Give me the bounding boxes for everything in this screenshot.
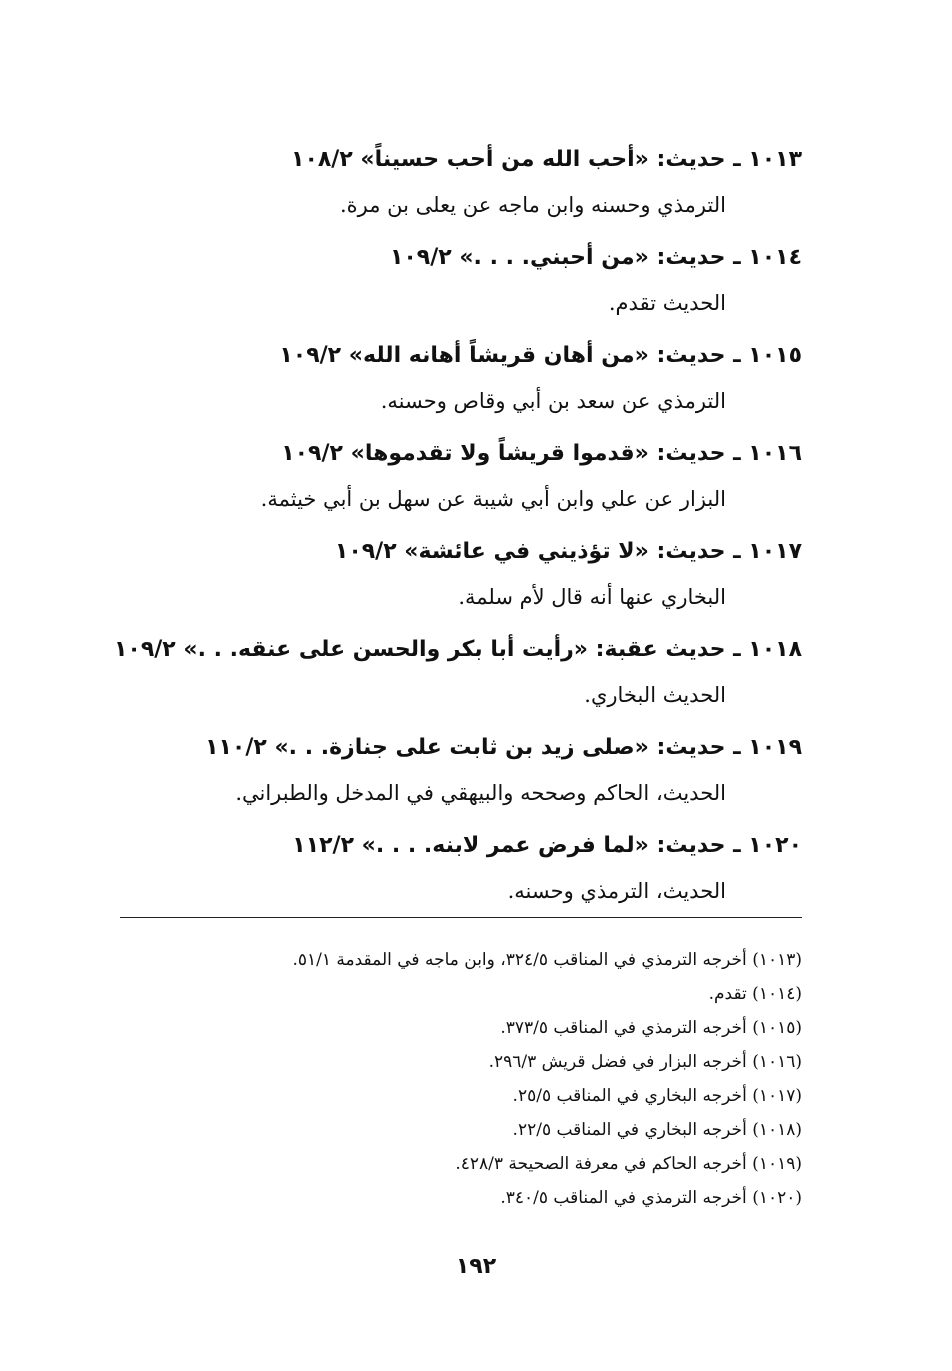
footnote: (١٠١٥) أخرجه الترمذي في المناقب ٣٧٣/٥. — [500, 1018, 802, 1038]
hadith-source: الحديث، الحاكم وصححه والبيهقي في المدخل والطبراني. — [235, 781, 726, 805]
hadith-entries — [102, 138, 802, 922]
hadith-heading: ١٠٢٠ ـ حديث: «لما فرض عمر لابنه. . . .» ١١٢/٢ — [292, 833, 802, 858]
hadith-entry — [102, 824, 802, 922]
hadith-entry — [102, 236, 802, 334]
hadith-entry — [102, 334, 802, 432]
hadith-entry — [102, 628, 802, 726]
hadith-heading: ١٠١٤ ـ حديث: «من أحبني. . . .» ١٠٩/٢ — [389, 245, 802, 270]
footnotes — [120, 944, 802, 1216]
footnote: (١٠١٩) أخرجه الحاكم في معرفة الصحيحة ٤٢٨/٣. — [455, 1154, 802, 1174]
footnote: (١٠١٨) أخرجه البخاري في المناقب ٢٢/٥. — [512, 1120, 802, 1140]
hadith-entry — [102, 432, 802, 530]
footnote: (١٠١٣) أخرجه الترمذي في المناقب ٣٢٤/٥، وابن ماجه في المقدمة ٥١/١. — [292, 950, 802, 970]
footnote: (١٠١٦) أخرجه البزار في فضل قريش ٢٩٦/٣. — [488, 1052, 802, 1072]
hadith-heading: ١٠١٨ ـ حديث عقبة: «رأيت أبا بكر والحسن على عنقه. . .» ١٠٩/٢ — [113, 637, 802, 662]
hadith-heading: ١٠١٥ ـ حديث: «من أهان قريشاً أهانه الله» ١٠٩/٢ — [279, 343, 802, 368]
hadith-entry — [102, 530, 802, 628]
hadith-heading: ١٠١٩ ـ حديث: «صلى زيد بن ثابت على جنازة. . .» ١١٠/٢ — [205, 735, 802, 760]
hadith-source: الحديث البخاري. — [584, 683, 726, 707]
hadith-entry — [102, 138, 802, 236]
hadith-source: البزار عن علي وابن أبي شيبة عن سهل بن أبي خيثمة. — [260, 487, 726, 511]
hadith-heading: ١٠١٣ ـ حديث: «أحب الله من أحب حسيناً» ١٠٨/٢ — [291, 147, 802, 172]
footnote: (١٠٢٠) أخرجه الترمذي في المناقب ٣٤٠/٥. — [500, 1188, 802, 1208]
hadith-source: الحديث تقدم. — [608, 291, 726, 315]
hadith-entry — [102, 726, 802, 824]
hadith-source: الحديث، الترمذي وحسنه. — [507, 879, 726, 903]
page-number: ١٩٢ — [455, 1254, 497, 1279]
footnote: (١٠١٧) أخرجه البخاري في المناقب ٢٥/٥. — [512, 1086, 802, 1106]
footnote-divider — [120, 917, 802, 918]
hadith-heading: ١٠١٧ ـ حديث: «لا تؤذيني في عائشة» ١٠٩/٢ — [334, 539, 802, 564]
hadith-source: الترمذي عن سعد بن أبي وقاص وحسنه. — [380, 389, 726, 413]
hadith-source: الترمذي وحسنه وابن ماجه عن يعلى بن مرة. — [339, 193, 726, 217]
footnote: (١٠١٤) تقدم. — [708, 984, 802, 1004]
hadith-source: البخاري عنها أنه قال لأم سلمة. — [458, 585, 726, 609]
hadith-heading: ١٠١٦ ـ حديث: «قدموا قريشاً ولا تقدموها» ١٠٩/٢ — [281, 441, 802, 466]
